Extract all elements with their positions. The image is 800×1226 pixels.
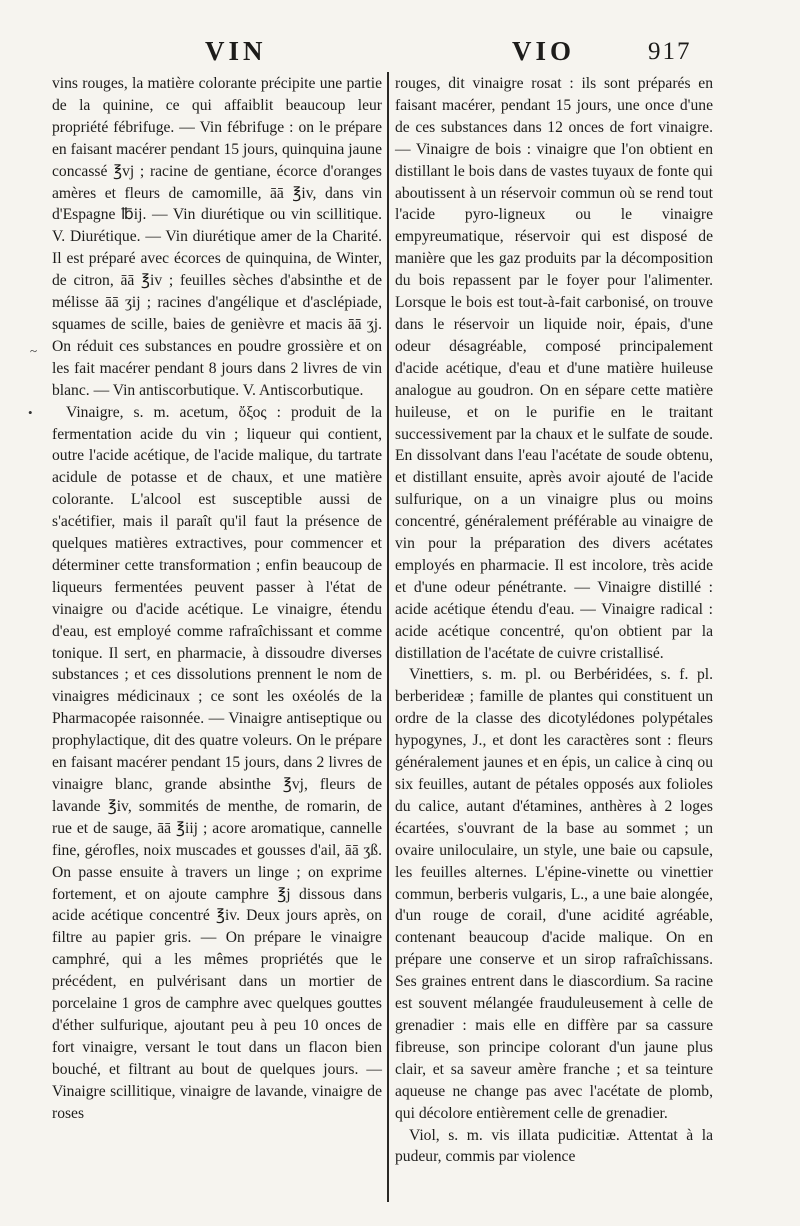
left-paragraph-2: Vinaigre, s. m. acetum, ὄξος : produit de la fermentation acide du vin ; liqueur qui contient, outre l'acide acétique, de l'acide malique, du tartrate acidule de potasse et de chaux, et une matière colorante. L'alcool est susceptible aussi de s'acétifier, mais il paraît qu'il faut la présence de quelques matières extractives, pour commencer et déterminer cette transformation ; enfin beaucoup de liqueurs fermentées peuvent passer à l'état de vinaigre ou d'acide acétique. Le vinaigre, étendu d'eau, est employé comme rafraîchissant et comme tonique. Il sert, en pharmacie, à dissoudre diverses substances ; et ces dissolutions prennent le nom de vinaigres médicinaux ; ce sont les oxéolés de la Pharmacopée raisonnée. — Vinaigre antiseptique ou prophylactique, dit des quatre voleurs. On le prépare en faisant macérer pendant 15 jours, dans 2 livres de vinaigre blanc, grande absinthe ℥vj, fleurs de lavande ℥iv, sommités de menthe, de romarin, de rue et de sauge, āā ℥iij ; acore aromatique, cannelle fine, gérofles, noix muscades et gousses d'ail, āā ʒß. On passe ensuite à travers un linge ; on exprime fortement, et on ajoute camphre ℥j dissous dans acide acétique concentré ℥iv. Deux jours après, on filtre au papier gris. — On prépare le vinaigre camphré, qui a les mêmes propriétés que le précédent, en pulvérisant dans un mortier de porcelaine 1 gros de camphre avec quelques gouttes d'éther sulfurique, ajoutant peu à peu 10 onces de fort vinaigre, versant le tout dans un flacon bien bouché, et filtrant au bout de quelques jours. — Vinaigre scillitique, vinaigre de lavande, vinaigre de roses <box>52 403 382 1122</box>
left-column <box>52 73 382 1125</box>
right-paragraph-3: Viol, s. m. vis illata pudicitiæ. Attentat à la pudeur, commis par violence <box>395 1126 713 1166</box>
margin-mark: ~ <box>30 343 38 358</box>
right-paragraph-1: rouges, dit vinaigre rosat : ils sont préparés en faisant macérer, pendant 15 jours, une once d'une de ces substances dans 12 onces de fort vinaigre. — Vinaigre de bois : vinaigre que l'on obtient en distillant le bois dans de vastes tuyaux de fonte qui aboutissent à un réservoir commun où se rend tout l'acide pyro-ligneux ou le vinaigre empyreumatique, réservoir qui est disposé de manière que les gaz produits par la décomposition du bois repassent par le foyer pour l'alimenter. Lorsque le bois est tout-à-fait carbonisé, on trouve dans le réservoir un liquide noir, épais, d'une odeur désagréable, composé principalement d'acide acétique, d'eau et d'une matière huileuse analogue au goudron. On en sépare cette matière huileuse, et on le purifie en le traitant successivement par la chaux et le sulfate de soude. En dissolvant dans l'eau l'acétate de soude obtenu, et distillant ensuite, après avoir ajouté de l'acide sulfurique, on a un vinaigre plus ou moins concentré, généralement préférable au vinaigre de vin pour la préparation des divers acétates employés en pharmacie. Il est incolore, très acide et d'une odeur pénétrante. — Vinaigre distillé : acide acétique étendu d'eau. — Vinaigre radical : acide acétique concentré, qu'on obtient par la distillation de l'acétate de cuivre cristallisé. <box>395 75 713 662</box>
margin-mark: • <box>28 405 33 420</box>
right-column <box>395 73 713 1168</box>
left-paragraph-1: vins rouges, la matière colorante précipite une partie de la quinine, ce qui affaiblit beaucoup leur propriété fébrifuge. — Vin fébrifuge : on le prépare en faisant macérer pendant 15 jours, quinquina jaune concassé ℥vj ; racine de gentiane, écorce d'oranges amères et fleurs de camomille, āā ℥iv, dans vin d'Espagne ℔ij. — Vin diurétique ou vin scillitique. V. Diurétique. — Vin diurétique amer de la Charité. Il est préparé avec écorces de quinquina, de Winter, de citron, āā ℥iv ; feuilles sèches d'absinthe et de mélisse āā ʒij ; racines d'angélique et d'asclépiade, squames de scille, baies de genièvre et macis āā ʒj. On réduit ces substances en poudre grossière et on les fait macérer pendant 8 jours dans 2 livres de vin blanc. — Vin antiscorbutique. V. Antiscorbutique. <box>52 75 382 399</box>
right-paragraph-2: Vinettiers, s. m. pl. ou Berbéridées, s. f. pl. berberideæ ; famille de plantes qui constituent un ordre de la classe des dicotylédones polypétales hypogynes, J., et dont les caractères sont : fleurs généralement jaunes et en épis, un calice à cinq ou six feuilles, autant de pétales opposés aux folioles du calice, autant d'étamines, anthères à 2 loges écartées, s'ouvrant de la base au sommet ; un ovaire uniloculaire, un style, une baie ou capsule, les feuilles alternes. L'épine-vinette ou vinettier commun, berberis vulgaris, L., a une baie alongée, d'un rouge de corail, d'une acidité agréable, contenant beaucoup d'acide malique. On en prépare une conserve et un sirop rafraîchissans. Ses graines entrent dans le diascordium. Sa racine est souvent mélangée frauduleusement à celle de grenadier : mais elle en diffère par sa cassure fibreuse, son principe colorant d'un jaune plus clair, et sa saveur amère franche ; et sa teinture aqueuse ne change pas avec l'acétate de plomb, qui décolore entièrement celle de grenadier. <box>395 666 713 1122</box>
running-header <box>0 30 800 70</box>
header-right-word: VIO <box>512 36 576 66</box>
page-number: 917 <box>648 38 692 65</box>
column-divider <box>387 72 389 1202</box>
header-left-word: VIN <box>205 36 267 66</box>
